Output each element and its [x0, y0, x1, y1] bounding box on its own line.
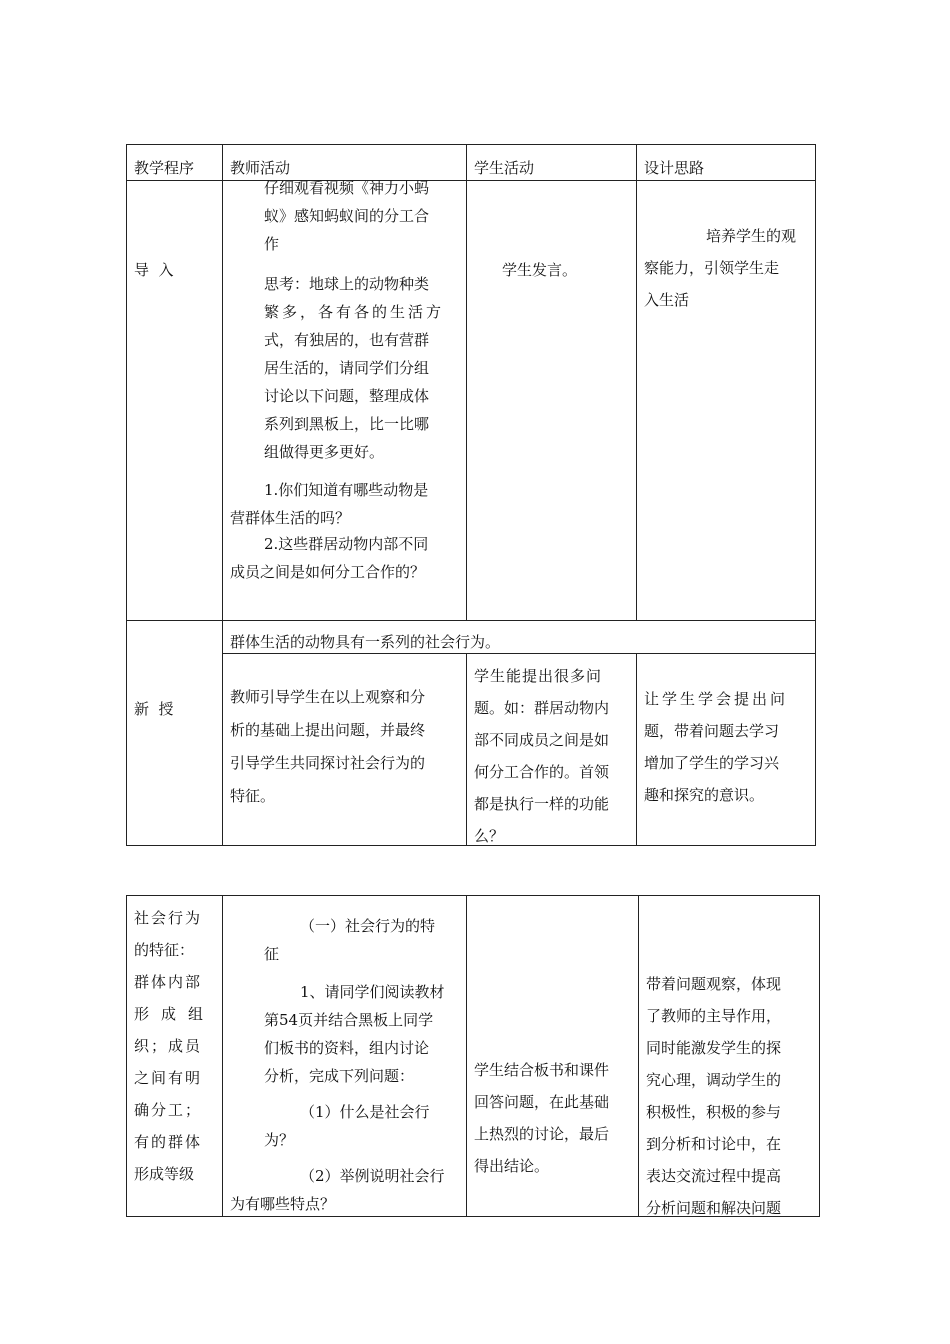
table2-right-border — [819, 895, 820, 1217]
feature-label-line: 织；成员 — [134, 1037, 203, 1055]
new-student-line: 部不同成员之间是如 — [474, 731, 610, 749]
feature-design-line: 同时能激发学生的探 — [646, 1039, 782, 1057]
table1-top-border — [126, 144, 815, 145]
table1-right-border — [815, 144, 816, 846]
new-teacher-line: 教师引导学生在以上观察和分 — [230, 688, 426, 706]
table1-col2-divider-lower — [466, 653, 467, 845]
intro-design-line: 培养学生的观 — [706, 227, 797, 245]
feature-design-line: 了教师的主导作用， — [646, 1007, 782, 1025]
feature-teacher-line: 第54页并结合黑板上同学 — [264, 1011, 434, 1029]
new-student-line: 么？ — [474, 827, 505, 845]
feature-label-line: 之间有明 — [134, 1069, 203, 1087]
feature-teacher-line: 征 — [264, 945, 280, 963]
table2-col3-divider — [638, 895, 639, 1217]
feature-label-line: 形成组 — [134, 1005, 216, 1023]
table1-col1-divider — [222, 144, 223, 846]
new-teacher-line: 析的基础上提出问题，并最终 — [230, 721, 426, 739]
intro-question-2: 2.这些群居动物内部不同 — [264, 535, 429, 553]
feature-teacher-line: 为？ — [264, 1131, 295, 1149]
feature-teacher-line: 们板书的资料，组内讨论 — [264, 1039, 430, 1057]
intro-think-line: 系列到黑板上，比一比哪 — [264, 415, 430, 433]
new-lesson-label: 新 授 — [134, 700, 174, 718]
table1-col3-divider-lower — [636, 653, 637, 845]
feature-teacher-line: 1、请同学们阅读教材 — [300, 983, 445, 1001]
new-design-line: 让学生学会提出问 — [644, 690, 789, 708]
new-student-line: 何分工合作的。首领 — [474, 763, 610, 781]
header-procedure: 教学程序 — [134, 159, 195, 177]
table2-left-border — [126, 895, 127, 1217]
feature-teacher-line: 分析，完成下列问题： — [264, 1067, 415, 1085]
intro-label: 导 入 — [134, 261, 174, 279]
intro-think-line: 繁多，各有各的生活方 — [264, 303, 445, 321]
intro-teacher-line: 仔细观看视频《神力小蚂 — [264, 179, 430, 197]
intro-question-2-cont: 成员之间是如何分工合作的？ — [230, 563, 426, 581]
feature-teacher-line: （2）举例说明社会行 — [300, 1167, 445, 1185]
table1-col2-divider-upper — [466, 144, 467, 620]
table1-col3-divider-upper — [636, 144, 637, 620]
intro-student-activity: 学生发言。 — [502, 261, 578, 279]
new-lesson-span-text: 群体生活的动物具有一系列的社会行为。 — [230, 633, 501, 651]
intro-design-line: 察能力，引领学生走 — [644, 259, 780, 277]
intro-think-line: 式，有独居的，也有营群 — [264, 331, 430, 349]
feature-student-line: 学生结合板书和课件 — [474, 1061, 610, 1079]
intro-question-1-cont: 营群体生活的吗？ — [230, 509, 351, 527]
intro-think-line: 思考：地球上的动物种类 — [264, 275, 430, 293]
table2-top-border — [126, 895, 819, 896]
feature-label-line: 社会行为 — [134, 909, 203, 927]
new-design-line: 题，带着问题去学习 — [644, 722, 780, 740]
table1-left-border — [126, 144, 127, 846]
intro-question-1: 1.你们知道有哪些动物是 — [264, 481, 429, 499]
intro-think-line: 居生活的，请同学们分组 — [264, 359, 430, 377]
feature-student-line: 回答问题，在此基础 — [474, 1093, 610, 1111]
table1-bottom-border — [126, 845, 815, 846]
new-teacher-line: 引导学生共同探讨社会行为的 — [230, 754, 426, 772]
feature-teacher-line: （一）社会行为的特 — [300, 917, 436, 935]
new-teacher-line: 特征。 — [230, 787, 276, 805]
intro-design-line: 入生活 — [644, 291, 690, 309]
feature-student-line: 上热烈的讨论，最后 — [474, 1125, 610, 1143]
feature-teacher-line: （1）什么是社会行 — [300, 1103, 430, 1121]
new-design-line: 增加了学生的学习兴 — [644, 754, 780, 772]
intro-teacher-line: 作 — [264, 235, 280, 253]
intro-think-line: 组做得更多更好。 — [264, 443, 385, 461]
header-teacher-activity: 教师活动 — [230, 159, 291, 177]
feature-student-line: 得出结论。 — [474, 1157, 550, 1175]
feature-design-line: 究心理，调动学生的 — [646, 1071, 782, 1089]
feature-design-line: 分析问题和解决问题 — [646, 1199, 782, 1217]
intro-teacher-line: 蚁》感知蚂蚁间的分工合 — [264, 207, 430, 225]
feature-label-line: 的特征： — [134, 941, 195, 959]
table2-col1-divider — [222, 895, 223, 1217]
header-student-activity: 学生活动 — [474, 159, 535, 177]
new-design-line: 趣和探究的意识。 — [644, 786, 765, 804]
feature-design-line: 带着问题观察，体现 — [646, 975, 782, 993]
feature-label-line: 形成等级 — [134, 1165, 195, 1183]
feature-label-line: 有的群体 — [134, 1133, 203, 1151]
feature-design-line: 表达交流过程中提高 — [646, 1167, 782, 1185]
feature-design-line: 到分析和讨论中，在 — [646, 1135, 782, 1153]
feature-teacher-line: 为有哪些特点？ — [230, 1195, 336, 1213]
table1-row-divider — [126, 620, 815, 621]
table2-col2-divider — [466, 895, 467, 1217]
new-student-line: 学生能提出很多问 — [474, 667, 603, 685]
feature-design-line: 积极性，积极的参与 — [646, 1103, 782, 1121]
feature-label-line: 确分工； — [134, 1101, 203, 1119]
feature-label-line: 群体内部 — [134, 973, 203, 991]
intro-think-line: 讨论以下问题，整理成体 — [264, 387, 430, 405]
new-student-line: 题。如：群居动物内 — [474, 699, 610, 717]
new-student-line: 都是执行一样的功能 — [474, 795, 610, 813]
header-design-idea: 设计思路 — [644, 159, 705, 177]
